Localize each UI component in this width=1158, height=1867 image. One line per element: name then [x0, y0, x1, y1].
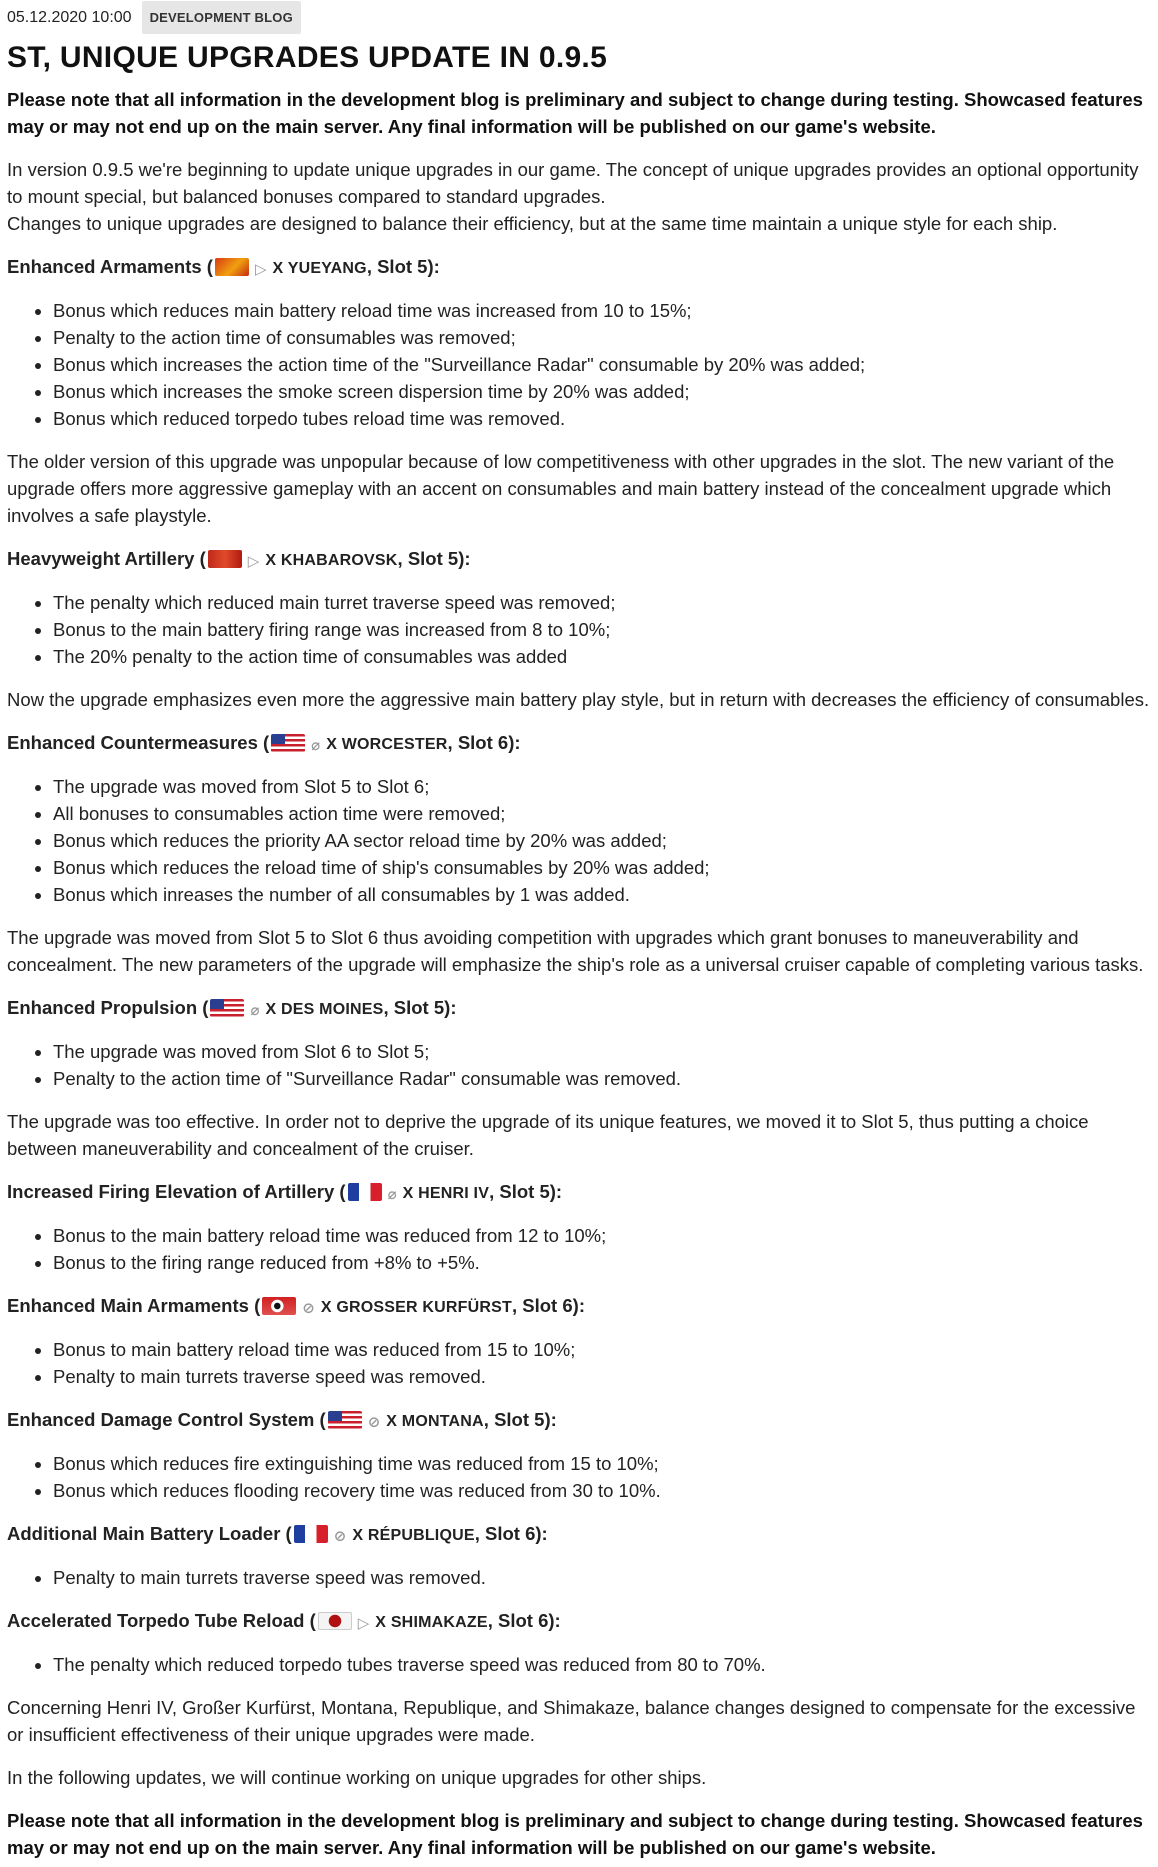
upgrade-slot: Slot 6 — [485, 1523, 536, 1544]
list-item: • Penalty to the action time of "Surveillance Radar" consumable was removed. — [53, 1065, 1151, 1092]
list-item: • All bonuses to consumables action time were removed; — [53, 800, 1151, 827]
disclaimer-top: Please note that all information in the development blog is preliminary and subject to change during testing. Showcased features may or may not end up on the main server. Any final information will be published on our game's website. — [7, 89, 1143, 137]
destroyer-icon: ▷ — [247, 553, 260, 570]
upgrade-commentary: The upgrade was moved from Slot 5 to Slot 6 thus avoiding competition with upgrades which grant bonuses to maneuverability and concealment. The new parameters of the upgrade will emphasize the ship's role as a universal cruiser capable of completing various tasks. — [7, 927, 1144, 975]
list-item: • The 20% penalty to the action time of consumables was added — [53, 643, 1151, 670]
list-item: • Bonus to the main battery firing range was increased from 8 to 10%; — [53, 616, 1151, 643]
battleship-icon: ⊘ — [302, 1300, 315, 1317]
upgrade-name: Enhanced Main Armaments — [7, 1295, 249, 1316]
usa-flag — [210, 999, 244, 1017]
intro-line-2: Changes to unique upgrades are designed to balance their efficiency, but at the same time maintain a unique style for each ship. — [7, 213, 1058, 234]
usa-flag — [271, 734, 305, 752]
upgrade-heading: Enhanced Armaments ( ▷ X YUEYANG, Slot 5): — [7, 253, 1151, 283]
upgrade-slot: Slot 5 — [407, 548, 459, 569]
category-badge[interactable]: DEVELOPMENT BLOG — [142, 1, 301, 34]
battleship-icon: ⊘ — [333, 1528, 347, 1545]
ship-name[interactable]: X HENRI IV — [402, 1185, 490, 1202]
ship-name[interactable]: X YUEYANG — [272, 260, 367, 277]
list-item: • Bonus to main battery reload time was reduced from 15 to 10%; — [53, 1336, 1151, 1363]
list-item: • Bonus which reduces flooding recovery time was reduced from 30 to 10%. — [53, 1477, 1151, 1504]
upgrade-name: Enhanced Armaments — [7, 256, 202, 277]
article-meta — [7, 0, 1151, 34]
upgrade-name: Heavyweight Artillery — [7, 548, 195, 569]
ship-name[interactable]: X DES MOINES — [265, 1001, 384, 1018]
upgrade-sections — [7, 253, 1151, 1678]
germany-flag — [262, 1297, 296, 1315]
ship-name[interactable]: X RÉPUBLIQUE — [352, 1527, 475, 1544]
ship-name[interactable]: X SHIMAKAZE — [375, 1614, 488, 1631]
ussr-flag — [208, 550, 242, 568]
upgrade-slot: Slot 5 — [377, 256, 428, 277]
upgrade-name: Increased Firing Elevation of Artillery — [7, 1181, 335, 1202]
destroyer-icon: ▷ — [357, 1615, 370, 1632]
list-item: • Penalty to the action time of consumables was removed; — [53, 324, 1151, 351]
upgrade-commentary: Now the upgrade emphasizes even more the aggressive main battery play style, but in return with decreases the efficiency of consumables. — [7, 689, 1150, 710]
upgrade-changes-list — [7, 1651, 1151, 1678]
page-title: ST, UNIQUE UPGRADES UPDATE IN 0.9.5 — [7, 41, 608, 74]
ship-name[interactable]: X WORCESTER — [326, 736, 448, 753]
ship-name[interactable]: X GROSSER KURFÜRST — [320, 1299, 512, 1316]
list-item: • Bonus which inreases the number of all consumables by 1 was added. — [53, 881, 1151, 908]
upgrade-heading: Increased Firing Elevation of Artillery ( ⌀ X HENRI IV, Slot 5): — [7, 1178, 1151, 1208]
upgrade-changes-list — [7, 1336, 1151, 1390]
list-item: • Penalty to main turrets traverse speed was removed. — [53, 1363, 1151, 1390]
france-flag — [294, 1525, 328, 1543]
upgrade-heading: Heavyweight Artillery ( ▷ X KHABAROVSK, Slot 5): — [7, 545, 1151, 575]
list-item: • The upgrade was moved from Slot 6 to Slot 5; — [53, 1038, 1151, 1065]
intro-line-1: In version 0.9.5 we're beginning to update unique upgrades in our game. The concept of unique upgrades provides an optional opportunity to mount special, but balanced bonuses compared to standard upgrades. — [7, 159, 1139, 207]
outro-paragraph-2: In the following updates, we will continue working on unique upgrades for other ships. — [7, 1767, 707, 1788]
upgrade-heading: Enhanced Countermeasures ( ⌀ X WORCESTER, Slot 6): — [7, 729, 1151, 759]
upgrade-name: Additional Main Battery Loader — [7, 1523, 281, 1544]
upgrade-name: Enhanced Countermeasures — [7, 732, 258, 753]
upgrade-heading: Enhanced Propulsion ( ⌀ X DES MOINES, Slot 5): — [7, 994, 1151, 1024]
cruiser-icon: ⌀ — [387, 1186, 397, 1203]
list-item: • Bonus which reduces fire extinguishing time was reduced from 15 to 10%; — [53, 1450, 1151, 1477]
upgrade-slot: Slot 5 — [494, 1409, 545, 1430]
upgrade-changes-list — [7, 1564, 1151, 1591]
upgrade-slot: Slot 5 — [499, 1181, 550, 1202]
upgrade-name: Enhanced Damage Control System — [7, 1409, 315, 1430]
disclaimer-bottom: Please note that all information in the development blog is preliminary and subject to change during testing. Showcased features may or may not end up on the main server. Any final information will be published on our game's website. — [7, 1810, 1143, 1858]
list-item: • Bonus which reduces main battery reload time was increased from 10 to 15%; — [53, 297, 1151, 324]
upgrade-heading: Enhanced Damage Control System ( ⊘ X MONTANA, Slot 5): — [7, 1406, 1151, 1436]
outro-paragraph-1: Concerning Henri IV, Großer Kurfürst, Montana, Republique, and Shimakaze, balance changes designed to compensate for the excessive or insufficient effectiveness of their unique upgrades were made. — [7, 1697, 1136, 1745]
upgrade-changes-list — [7, 589, 1151, 670]
intro-paragraph — [7, 156, 1151, 237]
cruiser-icon: ⌀ — [250, 1002, 260, 1019]
list-item: • Bonus to the main battery reload time was reduced from 12 to 10%; — [53, 1222, 1151, 1249]
list-item: • Bonus which increases the action time of the "Surveillance Radar" consumable by 20% was added; — [53, 351, 1151, 378]
list-item: • Bonus to the firing range reduced from +8% to +5%. — [53, 1249, 1151, 1276]
destroyer-icon: ▷ — [254, 261, 267, 278]
upgrade-slot: Slot 5 — [393, 997, 445, 1018]
upgrade-slot: Slot 6 — [498, 1610, 549, 1631]
upgrade-changes-list — [7, 1222, 1151, 1276]
list-item: • Bonus which reduces the reload time of ship's consumables by 20% was added; — [53, 854, 1151, 881]
upgrade-heading: Additional Main Battery Loader ( ⊘ X RÉPUBLIQUE, Slot 6): — [7, 1520, 1151, 1550]
japan-flag — [318, 1612, 352, 1630]
ship-name[interactable]: X KHABAROVSK — [265, 552, 398, 569]
upgrade-name: Enhanced Propulsion — [7, 997, 198, 1018]
upgrade-changes-list — [7, 1450, 1151, 1504]
list-item: • The upgrade was moved from Slot 5 to Slot 6; — [53, 773, 1151, 800]
upgrade-commentary: The upgrade was too effective. In order not to deprive the upgrade of its unique features, we moved it to Slot 5, thus putting a choice between maneuverability and concealment of the cruiser. — [7, 1111, 1089, 1159]
list-item: • Bonus which reduced torpedo tubes reload time was removed. — [53, 405, 1151, 432]
upgrade-heading: Accelerated Torpedo Tube Reload ( ▷ X SHIMAKAZE, Slot 6): — [7, 1607, 1151, 1637]
list-item: • Penalty to main turrets traverse speed was removed. — [53, 1564, 1151, 1591]
upgrade-changes-list — [7, 773, 1151, 908]
pan-asia-flag — [215, 258, 249, 276]
france-flag — [348, 1183, 382, 1201]
upgrade-slot: Slot 6 — [522, 1295, 573, 1316]
list-item: • The penalty which reduced torpedo tubes traverse speed was reduced from 80 to 70%. — [53, 1651, 1151, 1678]
upgrade-heading: Enhanced Main Armaments ( ⊘ X GROSSER KURFÜRST, Slot 6): — [7, 1292, 1151, 1322]
upgrade-changes-list — [7, 297, 1151, 432]
cruiser-icon: ⌀ — [311, 737, 321, 754]
upgrade-slot: Slot 6 — [457, 732, 509, 753]
usa-flag — [328, 1411, 362, 1429]
list-item: • Bonus which reduces the priority AA sector reload time by 20% was added; — [53, 827, 1151, 854]
upgrade-changes-list — [7, 1038, 1151, 1092]
ship-name[interactable]: X MONTANA — [386, 1413, 484, 1430]
publish-date: 05.12.2020 10:00 — [7, 8, 132, 26]
list-item: • Bonus which increases the smoke screen dispersion time by 20% was added; — [53, 378, 1151, 405]
list-item: • The penalty which reduced main turret traverse speed was removed; — [53, 589, 1151, 616]
upgrade-name: Accelerated Torpedo Tube Reload — [7, 1610, 305, 1631]
battleship-icon: ⊘ — [367, 1414, 381, 1431]
upgrade-commentary: The older version of this upgrade was unpopular because of low competitiveness with other upgrades in the slot. The new variant of the upgrade offers more aggressive gameplay with an accent on consumables and main battery instead of the concealment upgrade which involves a safe playstyle. — [7, 451, 1115, 526]
